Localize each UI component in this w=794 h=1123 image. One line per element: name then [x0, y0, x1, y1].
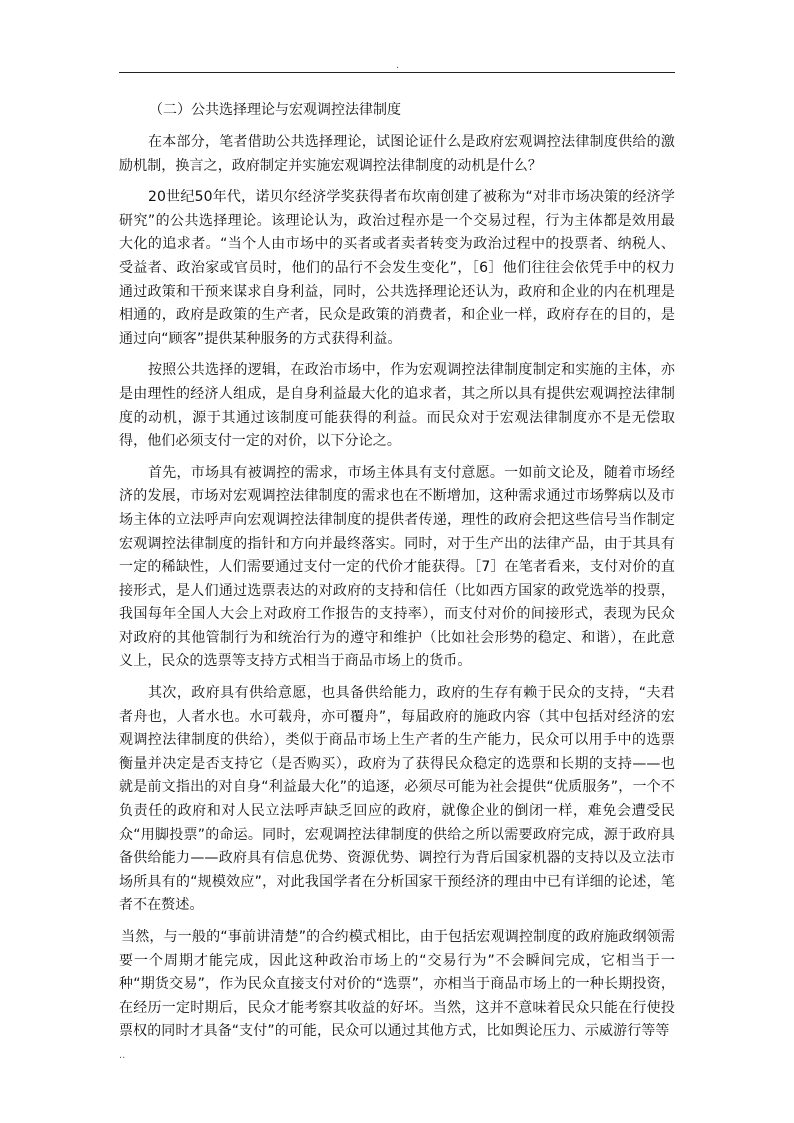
header-mark: . — [396, 60, 400, 71]
document-body — [119, 99, 675, 1052]
paragraph-5: 其次，政府具有供给意愿，也具备供给能力，政府的生存有赖于民众的支持，“夫君者舟也，人者水也。水可载舟，亦可覆舟”，每届政府的施政内容（其中包括对经济的宏观调控法律制度的供给），类似于商品市场上生产者的生产能力，民众可以用手中的选票衡量并决定是否支持它（是否购买），政府为了获得民众稳定的选票和长期的支持——也就是前文指出的对自身“利益最大化”的追逐，必须尽可能为社会提供“优质服务”，一个不负责任的政府和对人民立法呼声缺乏回应的政府，就像企业的倒闭一样，难免会遭受民众“用脚投票”的命运。同时，宏观调控法律制度的供给之所以需要政府完成，源于政府具备供给能力——政府具有信息优势、资源优势、调控行为背后国家机器的支持以及立法市场所具有的“规模效应”，对此我国学者在分析国家干预经济的理由中已有详细的论述，笔者不在赘述。 — [119, 685, 675, 914]
paragraph-2: 20世纪50年代，诺贝尔经济学奖获得者布坎南创建了被称为“对非市场决策的经济学研究”的公共选择理论。该理论认为，政治过程亦是一个交易过程，行为主体都是效用最大化的追求者。“当个人由市场中的买者或者卖者转变为政治过程中的投票者、纳税人、受益者、政治家或官员时，他们的品行不会发生变化”，［6］他们往往会依凭手中的权力通过政策和干预来谋求自身利益，同时，公共选择理论还认为，政府和企业的内在机理是相通的，政府是政策的生产者，民众是政策的消费者，和企业一样，政府存在的目的，是通过向“顾客”提供某种服务的方式获得利益。 — [119, 189, 675, 347]
paragraph-1: 在本部分，笔者借助公共选择理论，试图论证什么是政府宏观调控法律制度供给的激励机制，换言之，政府制定并实施宏观调控法律制度的动机是什么？ — [119, 134, 675, 174]
paragraph-6: 当然，与一般的“事前讲清楚”的合约模式相比，由于包括宏观调控制度的政府施政纲领需要一个周期才能完成，因此这种政治市场上的“交易行为”不会瞬间完成，它相当于一种“期货交易”，作为民众直接支付对价的“选票”，亦相当于商品市场上的一种长期投资，在经历一定时期后，民众才能考察其收益的好坏。当然，这并不意味着民众只能在行使投票权的同时才具备“支付”的可能，民众可以通过其他方式，比如舆论压力、示威游行等等 — [119, 929, 675, 1040]
paragraph-4: 首先，市场具有被调控的需求，市场主体具有支付意愿。一如前文论及，随着市场经济的发展，市场对宏观调控法律制度的需求也在不断增加，这种需求通过市场弊病以及市场主体的立法呼声向宏观调控法律制度的提供者传递，理性的政府会把这些信号当作制定宏观调控法律制度的指针和方向并最终落实。同时，对于生产出的法律产品，由于其具有一定的稀缺性，人们需要通过支付一定的代价才能获得。［7］在笔者看来，支付对价的直接形式，是人们通过选票表达的对政府的支持和信任（比如西方国家的政党选举的投票，我国每年全国人大会上对政府工作报告的支持率），而支付对价的间接形式，表现为民众对政府的其他管制行为和统治行为的遵守和维护（比如社会形势的稳定、和谐），在此意义上，民众的选票等支持方式相当于商品市场上的货币。 — [119, 464, 675, 670]
paragraph-3: 按照公共选择的逻辑，在政治市场中，作为宏观调控法律制度制定和实施的主体，亦是由理性的经济人组成，是自身利益最大化的追求者，其之所以具有提供宏观调控法律制度的动机，源于其通过该制度可能获得的利益。而民众对于宏观法律制度亦不是无偿取得，他们必须支付一定的对价，以下分论之。 — [119, 362, 675, 450]
header-rule — [119, 72, 675, 73]
footer-mark: .. — [119, 1050, 126, 1061]
section-heading: （二）公共选择理论与宏观调控法律制度 — [149, 102, 401, 118]
